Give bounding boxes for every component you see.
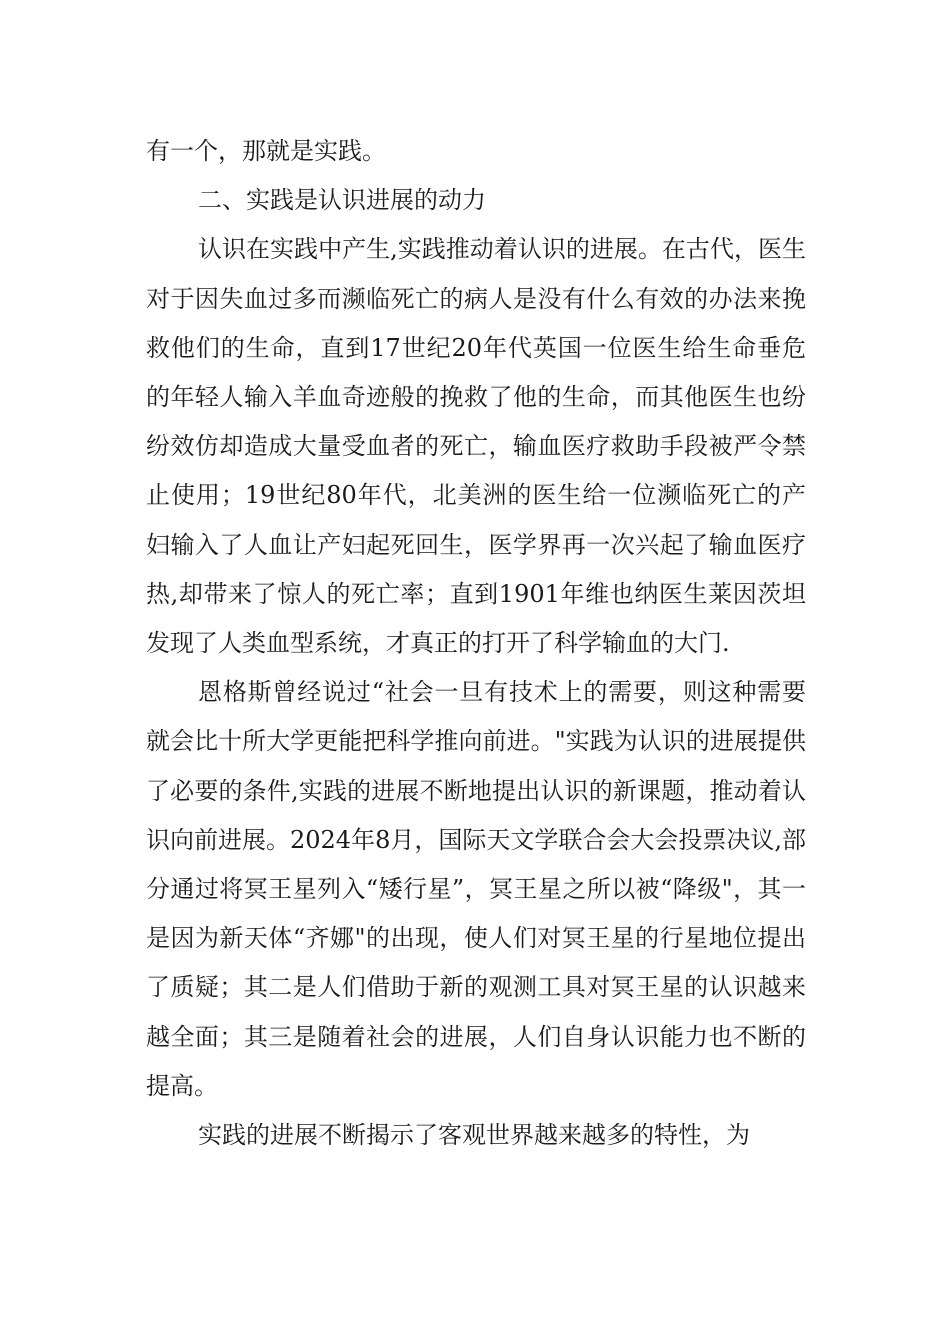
paragraph-engels-pluto: 恩格斯曾经说过“社会一旦有技术上的需要，则这种需要就会比十所大学更能把科学推向前进。"实践为认识的进展提供了必要的条件,实践的进展不断地提出认识的新课题，推动着认识向前进展。2024年8月，国际天文学联合会大会投票决议,部分通过将冥王星列入“矮行星”，冥王星之所以被“降级"，其一是因为新天体“齐娜"的出现，使人们对冥王星的行星地位提出了质疑；其二是人们借助于新的观测工具对冥王星的认识越来越全面；其三是随着社会的进展，人们自身认识能力也不断的提高。 (146, 678, 806, 1100)
paragraph-continuation: 有一个，那就是实践。 (146, 137, 386, 165)
paragraph-blood-transfusion: 认识在实践中产生,实践推动着认识的进展。在古代，医生对于因失血过多而濒临死亡的病人是没有什么有效的办法来挽救他们的生命，直到17世纪20年代英国一位医生给生命垂危的年轻人输入羊血奇迹般的挽救了他的生命，而其他医生也纷纷效仿却造成大量受血者的死亡，输血医疗救助手段被严令禁止使用；19世纪80年代，北美洲的医生给一位濒临死亡的产妇输入了人血让产妇起死回生，医学界再一次兴起了输血医疗热,却带来了惊人的死亡率；直到1901年维也纳医生莱因茨坦发现了人类血型系统，才真正的打开了科学输血的大门. (146, 235, 806, 658)
section-heading: 二、实践是认识进展的动力 (198, 186, 486, 215)
paragraph-practice-progress: 实践的进展不断揭示了客观世界越来越多的特性，为 (198, 1121, 750, 1150)
document-body (146, 127, 806, 1160)
